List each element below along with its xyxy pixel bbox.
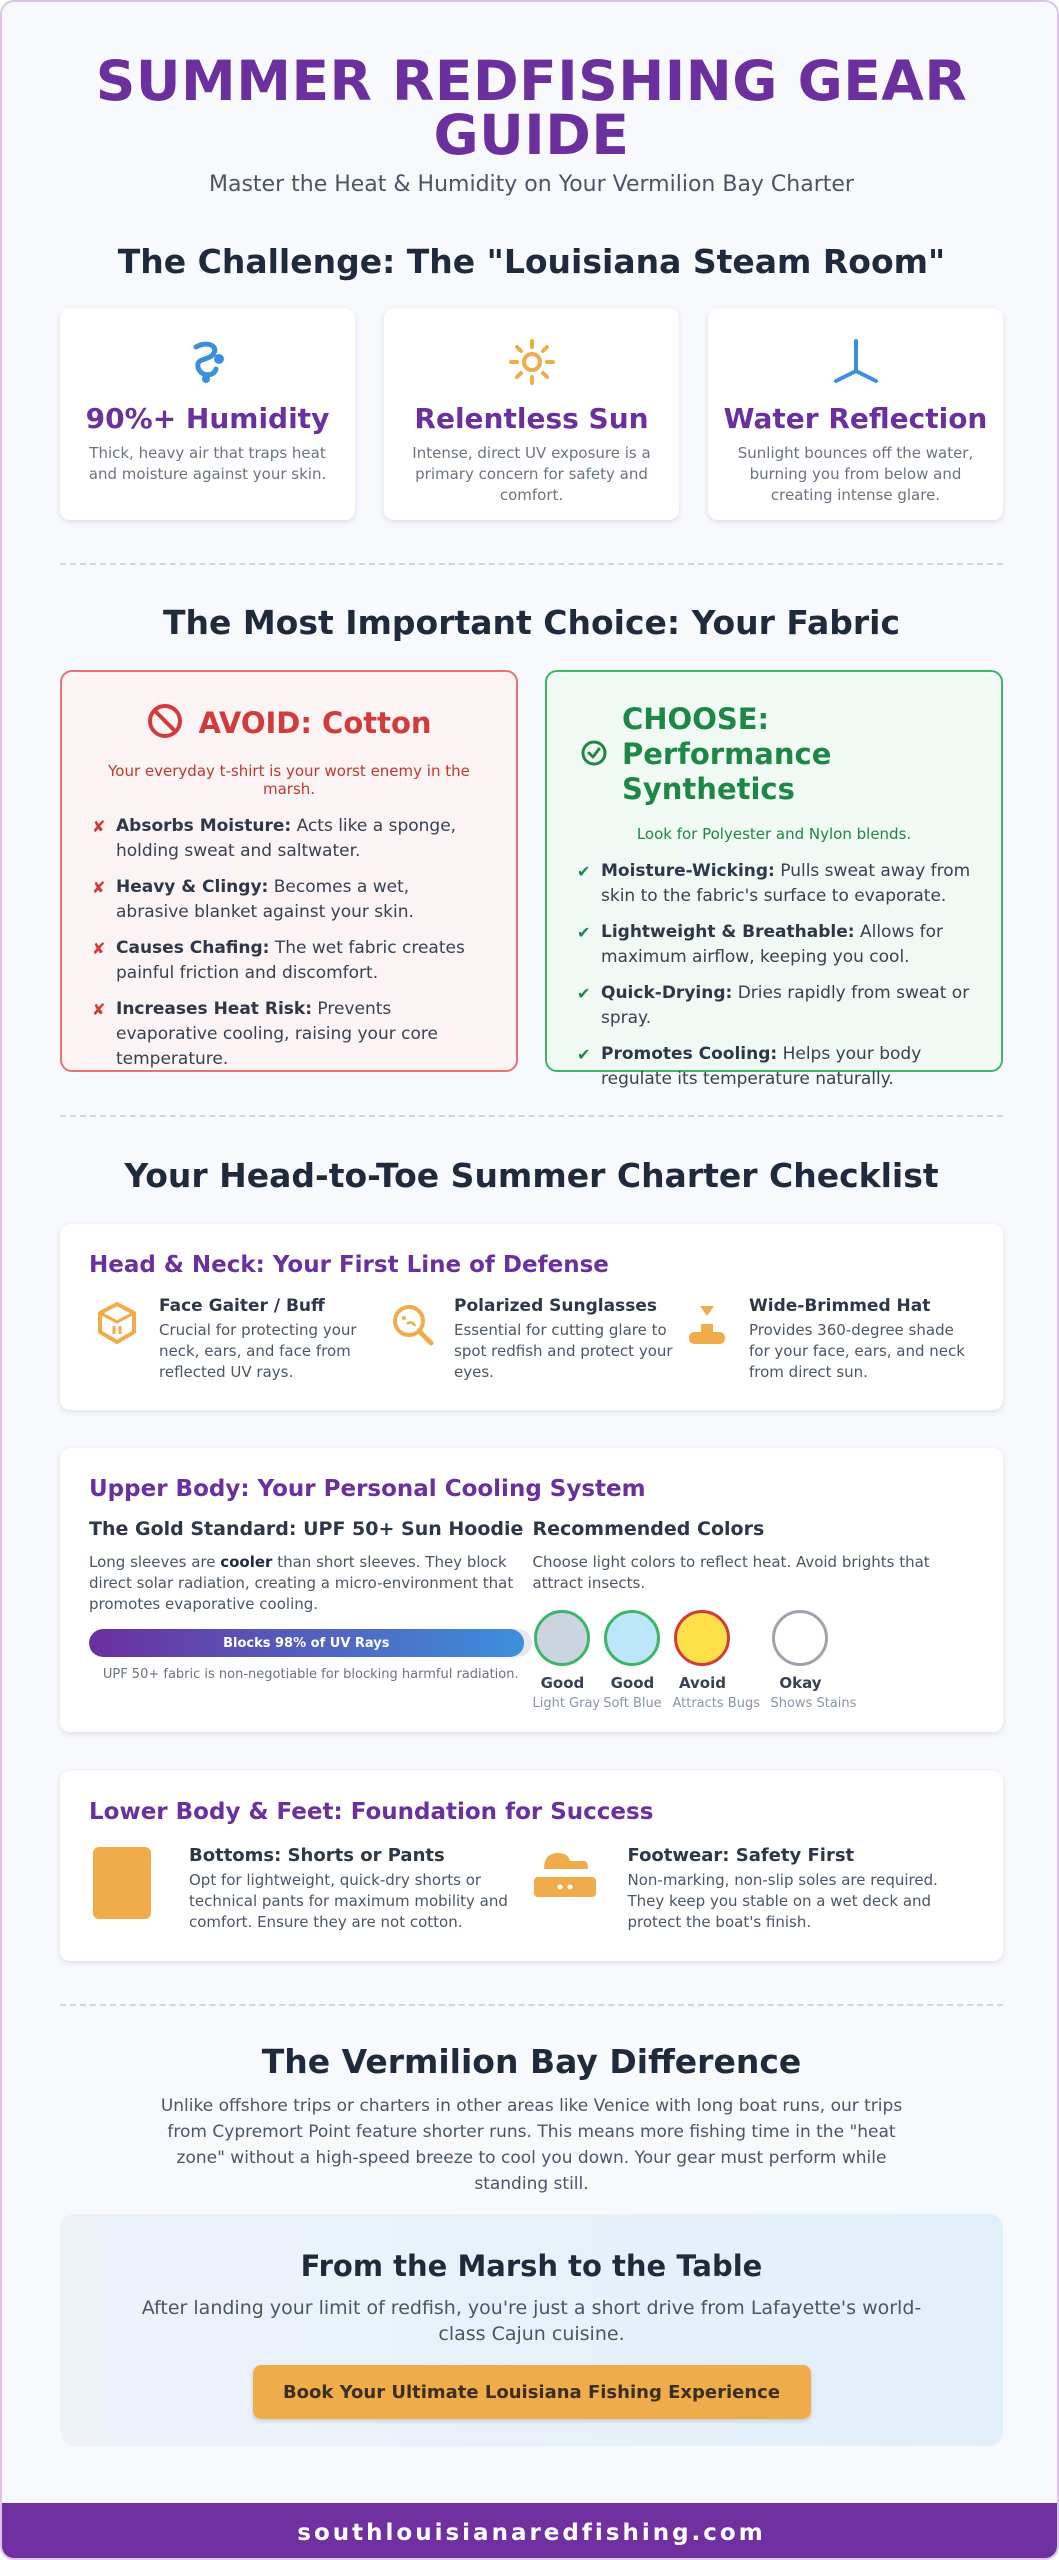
swatch-name: Soft Blue — [603, 1696, 662, 1711]
choose-synthetics-card — [545, 670, 1003, 1089]
difference-text: Unlike offshore trips or charters in other areas like Venice with long boat runs, our trips from Cypremort Point feature shorter runs. This means more fishing time in the "heat zone" without a high-speed breeze to cool you down. Your gear must perform while standing still. — [160, 2096, 903, 2194]
choose-title: CHOOSE: Performance Synthetics — [622, 702, 832, 806]
swatch-circle — [674, 1610, 730, 1666]
cta-text: After landing your limit of redfish, you're just a short drive from Lafayette's world-class Cajun cuisine. — [141, 2297, 922, 2345]
sun-hoodie-title: The Gold Standard: UPF 50+ Sun Hoodie — [89, 1518, 524, 1540]
challenge-card-humidity — [60, 308, 355, 520]
face-gaiter-icon — [89, 1296, 145, 1352]
check-circle-icon — [580, 739, 608, 771]
list-item: ✔ Moisture-Wicking: Pulls sweat away from skin to the fabric's surface to evaporate. — [577, 859, 971, 909]
gear-item-title: Wide-Brimmed Hat — [749, 1296, 931, 1316]
swatch-verdict: Okay — [779, 1674, 822, 1692]
section-divider — [60, 563, 1003, 565]
challenge-card-title: 90%+ Humidity — [85, 402, 330, 435]
challenge-card-title: Water Reflection — [723, 402, 988, 435]
swatch-verdict: Avoid — [678, 1674, 726, 1692]
swatch-circle — [604, 1610, 660, 1666]
challenge-card-desc: Intense, direct UV exposure is a primary concern for safety and comfort. — [412, 444, 651, 504]
challenge-heading: The Challenge: The "Louisiana Steam Room" — [117, 242, 946, 281]
avoid-list — [92, 814, 486, 1072]
gear-item-desc: Non-marking, non-slip soles are required. They keep you stable on a wet deck and protect the boat's finish. — [627, 1871, 938, 1931]
swatch-circle — [534, 1610, 590, 1666]
gear-item-title: Footwear: Safety First — [627, 1845, 855, 1866]
page-subtitle: Master the Heat & Humidity on Your Vermilion Bay Charter — [209, 172, 854, 197]
swatch-bright-yellow — [672, 1610, 760, 1711]
colors-title: Recommended Colors — [532, 1518, 765, 1540]
gear-item-sunglasses — [384, 1296, 679, 1383]
gear-item-face-gaiter — [89, 1296, 384, 1383]
checklist-heading: Your Head-to-Toe Summer Charter Checklist — [124, 1156, 939, 1195]
fabric-heading: The Most Important Choice: Your Fabric — [162, 603, 901, 642]
footer-website-link[interactable]: southlouisianaredfishing.com — [297, 2519, 766, 2546]
check-icon: ✔ — [577, 862, 591, 881]
swatch-verdict: Good — [610, 1674, 655, 1692]
lower-body-card — [60, 1771, 1003, 1961]
cross-icon: ✘ — [92, 817, 106, 836]
swatch-name: Shows Stains — [770, 1696, 857, 1711]
challenge-card-sun — [384, 308, 679, 520]
swatch-name: Attracts Bugs — [672, 1696, 760, 1711]
avoid-subtitle: Your everyday t-shirt is your worst enemy in the marsh. — [108, 762, 470, 798]
color-swatches — [532, 1610, 974, 1711]
challenge-card-desc: Sunlight bounces off the water, burning you from below and creating intense glare. — [737, 444, 974, 504]
shorts-icon — [89, 1845, 155, 1933]
swatch-white — [770, 1610, 857, 1711]
head-neck-card — [60, 1224, 1003, 1410]
swatch-light-gray — [532, 1610, 601, 1711]
cross-icon: ✘ — [92, 878, 106, 897]
section-divider — [60, 1115, 1003, 1117]
avoid-cotton-card — [60, 670, 518, 1072]
book-experience-button[interactable]: Book Your Ultimate Louisiana Fishing Experience — [253, 2365, 811, 2419]
check-icon: ✔ — [577, 984, 591, 1003]
footer — [2, 2503, 1059, 2560]
prohibited-icon — [146, 702, 184, 744]
difference-heading: The Vermilion Bay Difference — [261, 2042, 802, 2081]
list-item: ✘ Absorbs Moisture: Acts like a sponge, holding sweat and saltwater. — [92, 814, 486, 864]
cta-panel — [60, 2214, 1003, 2446]
cta-title: From the Marsh to the Table — [300, 2249, 763, 2283]
gear-item-hat — [679, 1296, 974, 1383]
gear-item-desc: Essential for cutting glare to spot redfish and protect your eyes. — [454, 1321, 673, 1381]
swatch-circle — [772, 1610, 828, 1666]
check-icon: ✔ — [577, 1045, 591, 1064]
gear-item-footwear — [532, 1845, 975, 1933]
colors-text: Choose light colors to reflect heat. Avoid brights that attract insects. — [532, 1553, 930, 1592]
uv-block-bar-fill — [89, 1629, 524, 1657]
cross-icon: ✘ — [92, 1000, 106, 1019]
polarized-sunglasses-icon — [384, 1296, 440, 1352]
challenge-card-title: Relentless Sun — [414, 402, 649, 435]
upper-body-card — [60, 1448, 1003, 1732]
challenge-card-reflection — [708, 308, 1003, 520]
check-icon: ✔ — [577, 923, 591, 942]
swatch-verdict: Good — [540, 1674, 585, 1692]
humidity-swirl-icon — [60, 336, 355, 388]
page-title: SUMMER REDFISHING GEAR GUIDE — [95, 49, 968, 167]
cross-icon: ✘ — [92, 939, 106, 958]
uv-block-bar — [89, 1629, 532, 1657]
upper-body-title: Upper Body: Your Personal Cooling System — [89, 1476, 646, 1502]
uv-block-label: Blocks 98% of UV Rays — [223, 1635, 390, 1651]
gear-item-desc: Provides 360-degree shade for your face, ears, and neck from direct sun. — [749, 1321, 965, 1381]
gear-item-title: Face Gaiter / Buff — [159, 1296, 325, 1316]
footwear-icon — [532, 1845, 598, 1933]
reflection-icon — [708, 336, 1003, 388]
section-divider — [60, 2004, 1003, 2006]
list-item: ✔ Quick-Drying: Dries rapidly from sweat or spray. — [577, 981, 971, 1031]
list-item: ✔ Promotes Cooling: Helps your body regulate its temperature naturally. — [577, 1042, 971, 1092]
challenge-card-desc: Thick, heavy air that traps heat and moisture against your skin. — [88, 444, 327, 483]
choose-list — [577, 859, 971, 1092]
list-item: ✘ Increases Heat Risk: Prevents evaporative cooling, raising your core temperature. — [92, 997, 486, 1072]
sun-icon — [384, 336, 679, 388]
gear-item-title: Bottoms: Shorts or Pants — [189, 1845, 445, 1866]
list-item: ✘ Heavy & Clingy: Becomes a wet, abrasive blanket against your skin. — [92, 875, 486, 925]
swatch-soft-blue — [602, 1610, 662, 1711]
uv-note: UPF 50+ fabric is non-negotiable for blocking harmful radiation. — [102, 1667, 519, 1682]
head-neck-title: Head & Neck: Your First Line of Defense — [89, 1252, 609, 1278]
wide-brimmed-hat-icon — [679, 1296, 735, 1352]
avoid-title: AVOID: Cotton — [198, 705, 432, 740]
gear-item-desc: Opt for lightweight, quick-dry shorts or technical pants for maximum mobility and comfort. Ensure they are not cotton. — [189, 1871, 508, 1931]
swatch-name: Light Gray — [532, 1696, 601, 1711]
lower-body-title: Lower Body & Feet: Foundation for Success — [89, 1799, 654, 1825]
gear-item-bottoms — [89, 1845, 532, 1933]
gear-item-desc: Crucial for protecting your neck, ears, and face from reflected UV rays. — [159, 1321, 357, 1381]
list-item: ✘ Causes Chafing: The wet fabric creates painful friction and discomfort. — [92, 936, 486, 986]
choose-subtitle: Look for Polyester and Nylon blends. — [636, 825, 912, 843]
gear-item-title: Polarized Sunglasses — [454, 1296, 657, 1316]
list-item: ✔ Lightweight & Breathable: Allows for maximum airflow, keeping you cool. — [577, 920, 971, 970]
sun-hoodie-text: Long sleeves are cooler than short sleeves. They block direct solar radiation, creating a micro-environment that promotes evaporative cooling. — [89, 1553, 514, 1613]
